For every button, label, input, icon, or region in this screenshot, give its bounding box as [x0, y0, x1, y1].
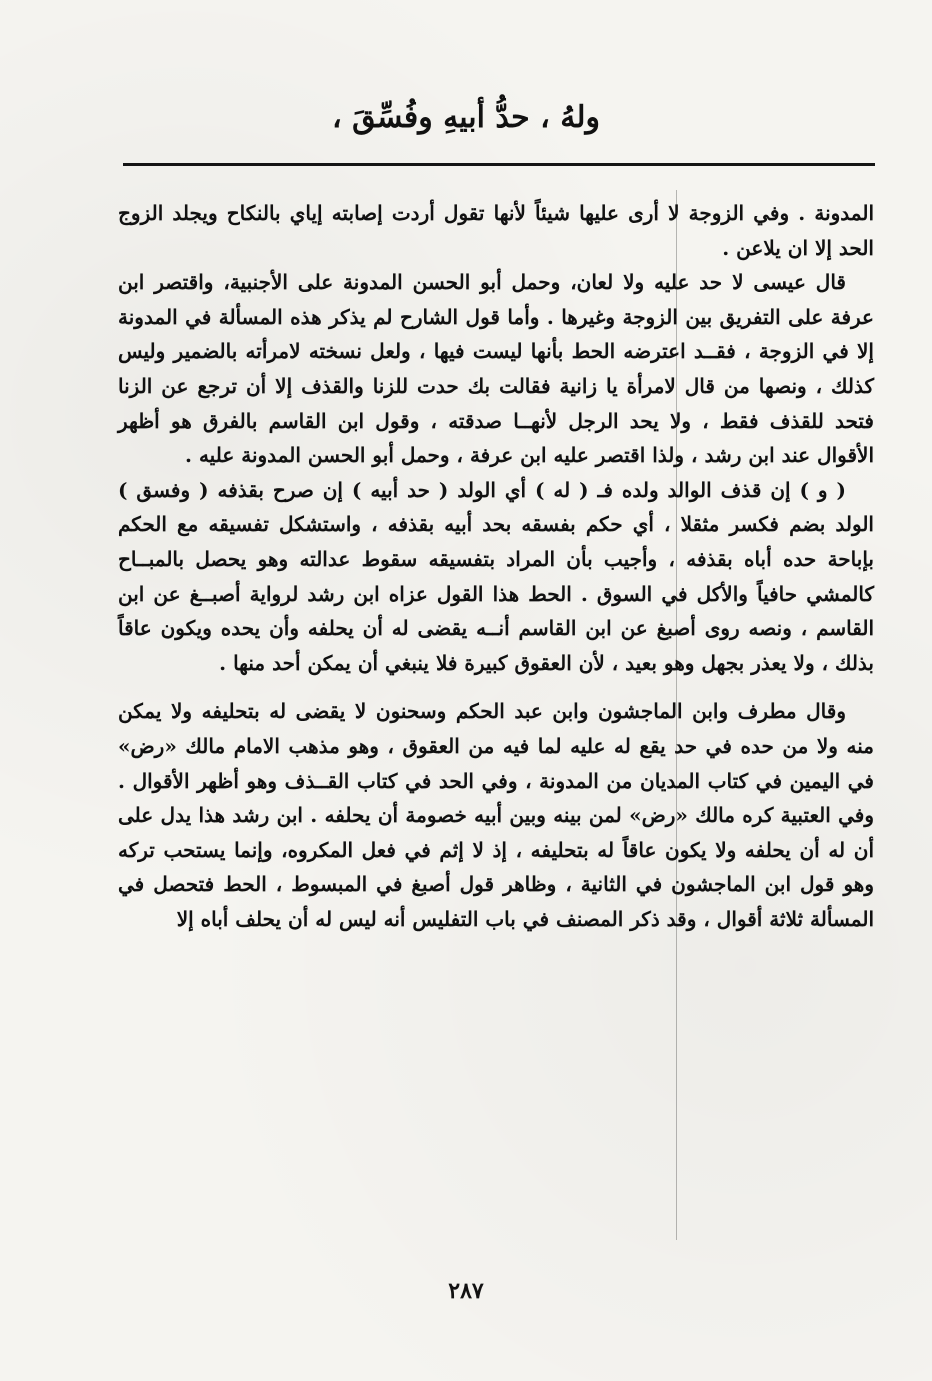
running-header: ولهُ ، حدُّ أبيهِ وفُسِّقَ ، — [331, 100, 601, 135]
paragraph: وقال مطرف وابن الماجشون وابن عبد الحكم وسحنون لا يقضى له بتحليفه ولا يمكن منه ولا من حده في حد يقع له عليه لما فيه من العقوق ، وهو مذهب الامام مالك «رض» في اليمين في كتاب المديان من المدونة ، وفي الحد في كتاب القــذف وهو أظهر الأقوال . وفي العتبية كره مالك «رض» لمن بينه وبين أبيه خصومة أن يحلفه . ابن رشد هذا يدل على أن له أن يحلفه ولا يكون عاقاً له بتحليفه ، إذ لا إثم في فعل المكروه، وإنما يستحب تركه وهو قول ابن الماجشون في الثانية ، وظاهر قول أصبغ في المبسوط ، الحط فتحصل في المسألة ثلاثة أقوال ، وقد ذكر المصنف في باب التفليس أنه ليس له أن يحلف أباه إلا — [118, 699, 875, 931]
paragraph: المدونة . وفي الزوجة لا أرى عليها شيئاً لأنها تقول أردت إصابته إياي بالنكاح ويجلد الزوج الحد إلا ان يلاعن . — [118, 201, 875, 260]
paragraph: قال عيسى لا حد عليه ولا لعان، وحمل أبو الحسن المدونة على الأجنبية، واقتصر ابن عرفة على التفريق بين الزوجة وغيرها . وأما قول الشارح لم يذكر هذه المسألة في المدونة إلا في الزوجة ، فقــد اعترضه الحط بأنها ليست فيها ، ولعل نسخته لامرأته بالضمير وليس كذلك ، ونصها من قال لامرأة يا زانية فقالت بك حدت للزنا والقذف إلا أن ترجع عن الزنا فتحد للقذف فقط ، ولا يحد الرجل لأنهــا صدقته ، وقول ابن القاسم بالفرق هو أظهر الأقوال عند ابن رشد ، ولذا اقتصر عليه ابن عرفة ، وحمل أبو الحسن المدونة عليه . — [118, 270, 874, 468]
body-text — [118, 196, 874, 936]
header-rule — [123, 163, 875, 166]
paragraph: ( و ) إن قذف الوالد ولده فـ ( له ) أي الولد ( حد أبيه ) إن صرح بقذفه ( وفسق ) الولد بضم فكسر مثقلا ، أي حكم بفسقه بحد أبيه بقذفه ، واستشكل تفسيقه مع الحكم بإباحة حده أباه بقذفه ، وأجيب بأن المراد بتفسيقه سقوط عدالته وهو يحصل بالمبــاح كالمشي حافياً والأكل في السوق . الحط هذا القول عزاه ابن رشد لرواية أصبــغ عن ابن القاسم ، ونصه روى أصبغ عن ابن القاسم أنــه يقضى له أن يحلفه وأن يحده ويكون عاقاً بذلك ، ولا يعذر بجهل وهو بعيد ، لأن العقوق كبيرة فلا ينبغي أن يمكن أحد منها . — [118, 477, 874, 675]
page-number: ٢٨٧ — [448, 1278, 484, 1304]
